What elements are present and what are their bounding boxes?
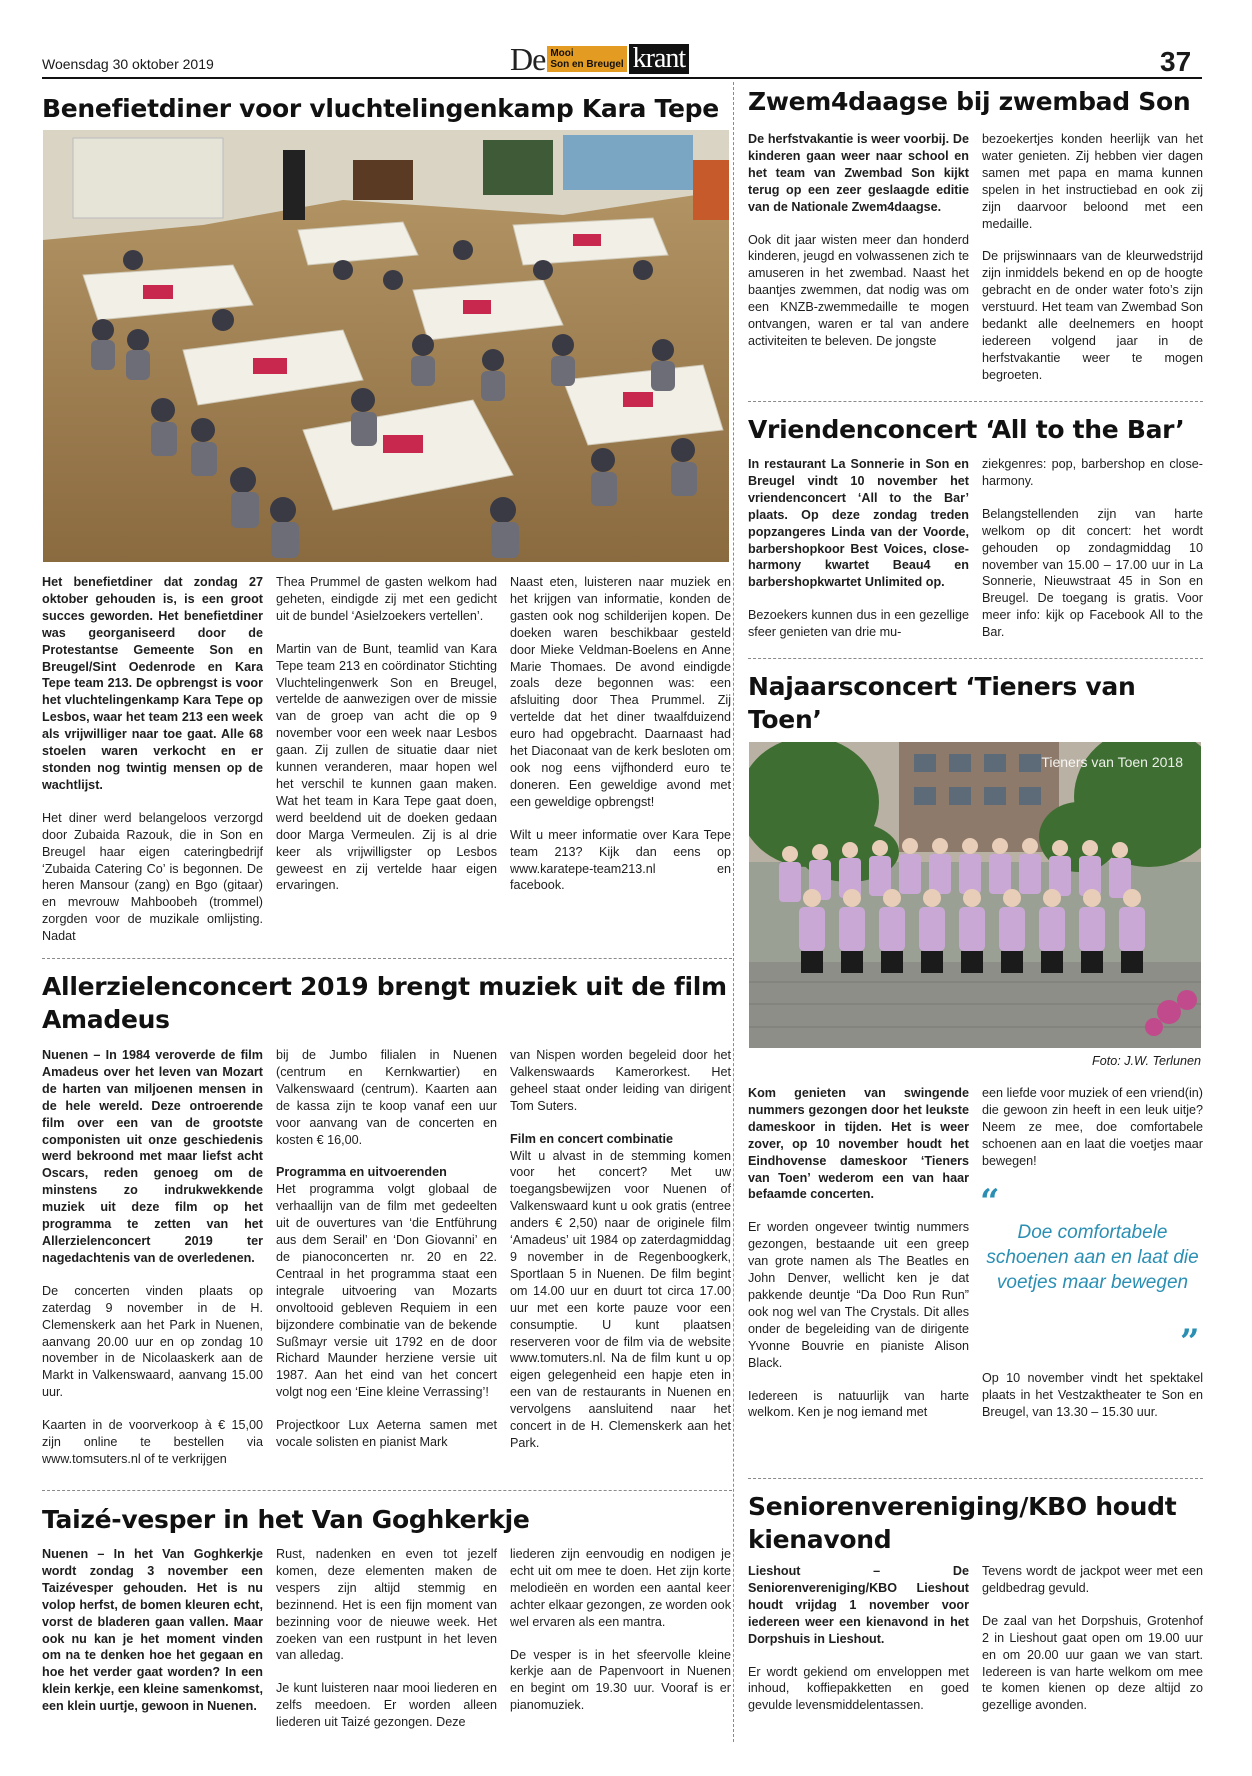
article-title-vrienden: Vriendenconcert ‘All to the Bar’ [748,415,1185,444]
najaar-column-2-end [982,1370,1203,1437]
photo-tieners-van-toen [749,742,1201,1048]
allerzielen-paragraph: bij de Jumbo filialen in Nuenen (centrum en Kernkwartier) en Valkenswaard (centrum). Kaarten aan de kassa zijn te koop vanaf een uur voor aanvang van de concerten en kosten € 16,00. [276,1048,497,1147]
vrienden-paragraph: Bezoekers kunnen dus in een gezellige sfeer genieten van drie mu- [748,608,969,640]
logo-de: De [510,41,546,77]
taize-column-2 [276,1546,497,1747]
najaar-column-1 [748,1085,969,1437]
open-quote-icon: “ [980,1182,1000,1222]
close-quote-icon: ” [1180,1322,1200,1362]
najaar-paragraph: een liefde voor muziek of een vriend(in) die gewoon zin heeft in een leuk uitje? Neem ze mee, doe comfortabele schoenen aan en laat die voetjes maar bewegen! [982,1086,1203,1168]
section-divider [42,1490,732,1491]
allerzielen-column-1 [42,1047,263,1484]
vrienden-paragraph: Belangstellenden zijn van harte welkom op dit concert: het wordt gehouden op zondagmiddag 10 november van 15.00 – 17.00 uur in La Sonnerie, Nieuwstraat 45 in Son en Breugel. De toegang is gratis. Voor meer info: kijk op Facebook All to the Bar. [982,506,1203,640]
zwem-paragraph: bezoekertjes konden heerlijk van het water genieten. Zij hebben vier dagen samen met papa en mama kunnen spelen in het instructiebad en ook zij zijn daarvoor beloond met een medaille. [982,132,1203,231]
najaar-paragraph: Op 10 november vindt het spektakel plaats in het Vestzaktheater te Son en Breugel, van 13.30 – 15.30 uur. [982,1371,1203,1419]
najaar-intro: Kom genieten van swingende nummers gezongen door het leukste dameskoor in tijden. Het is weer zover, op 10 november houdt het Eindhovense dameskoor ‘Tieners van Toen’ wederom een van haar befaamde concerten. [748,1086,969,1202]
logo-mooi-block [547,46,626,72]
photo-benefietdiner [43,130,729,562]
zwem-paragraph: Ook dit jaar wisten meer dan honderd kinderen, jeugd en volwassenen zich te amuseren in het zwembad. Naast het baantjes zwemmen, dat nodig was om een KNZB-zwemmedaille te mogen ontvangen, waren er tal van andere activiteiten te beleven. De jongste [748,232,969,348]
article-title-zwem: Zwem4daagse bij zwembad Son [748,87,1191,116]
taize-column-1 [42,1546,263,1731]
logo-krant: krant [629,44,690,74]
vrienden-column-1 [748,456,969,657]
benefiet-column-1 [42,574,263,961]
taize-paragraph: Je kunt luisteren naar mooi liederen en zelfs meedoen. Er worden alleen liederen uit Taizé gezongen. Deze [276,1681,497,1730]
vrienden-column-2 [982,456,1203,657]
najaar-column-2 [982,1085,1203,1186]
allerzielen-paragraph: van Nispen worden begeleid door het Valkenswaards Kamerorkest. Het geheel staat onder leiding van dirigent Tom Suters. [510,1048,731,1113]
benefiet-paragraph: Naast eten, luisteren naar muziek en het krijgen van informatie, konden de gasten ook nog schilderijen kopen. De doeken waren beschikbaar gesteld door Mieke Veldman-Boelens en Anne Marie Thomaes. De avond eindigde zoals deze begonnen was: een afsluiting door Thea Prummel. Zij vertelde dat het diner twaalfduizend euro had opgebracht. Daarnaast had het Diaconaat van de kerk besloten om ook nog eens vijfhonderd euro te doneren. Een geweldige avond met een geweldige opbrengst! [510,575,731,809]
allerzielen-intro: Nuenen – In 1984 veroverde de film Amadeus over het leven van Mozart de harten van miljoenen mensen in de hele wereld. Deze ontroerende film over een van de grootste componisten uit onze geschiedenis werd bekroond met maar liefst acht Oscars, reden genoeg om de minstens zo indrukwekkende muziek uit deze film op het programma te zetten van het Allerzielenconcert 2019 ter nagedachtenis van de overledenen. [42,1048,263,1265]
kbo-column-1 [748,1563,969,1730]
newspaper-logo [510,41,689,77]
benefiet-intro: Het benefietdiner dat zondag 27 oktober gehouden is, is een groot succes geworden. Het benefietdiner was georganiseerd door de Protestantse Gemeente Son en Breugel/Sint Oedenrode en Kara Tepe team 213. De opbrengst is voor het vluchtelingenkamp Kara Tepe op Lesbos, waar het team 213 een week als vrijwilliger naar toe gaat. Alle 68 stoelen waren verkocht en er stonden nog twintig mensen op de wachtlijst. [42,575,263,792]
header-rule [42,77,1202,79]
allerzielen-paragraph: Projectkoor Lux Aeterna samen met vocale solisten en pianist Mark [276,1418,497,1450]
zwem-column-2 [982,131,1203,400]
vrienden-intro: In restaurant La Sonnerie in Son en Breugel vindt 10 november het vriendenconcert ‘All to the Bar’ plaats. Op deze zondag treden popzangeres Linda van der Voorde, barbershopkoor Best Voices, close-harmony kwartet Beau4 en barbershopkwartet Unlimited op. [748,457,969,590]
taize-intro: Nuenen – In het Van Goghkerkje wordt zondag 3 november een Taizévesper gehouden. Het is nu volop herfst, de bomen kleuren echt, vorst de bladeren gaan vallen. Maar ook nu kan je het moment vinden om na te denken hoe het gegaan en hoe het verder gaat worden? In een klein kerkje, een kleine samenkomst, een klein uurtje, gewoon in Nuenen. [42,1547,263,1714]
taize-paragraph: liederen zijn eenvoudig en nodigen je echt uit om mee te doen. Het zijn korte melodieën en worden een aantal keer achter elkaar gezongen, ze worden ook wel ervaren als een mantra. [510,1547,731,1629]
zwem-column-1 [748,131,969,366]
najaar-paragraph: Er worden ongeveer twintig nummers gezongen, bestaande uit een greep van grote namen als The Beatles en John Denver, wellicht ken je dat pakkende deuntje “Da Doo Run Run” ook nog wel van The Crystals. Dit alles onder de begeleiding van de dirigente Yvonne Bouvrie en pianiste Alison Black. [748,1220,969,1370]
section-divider [748,1478,1203,1479]
column-divider [733,82,734,1742]
photo-overlay-caption: Tieners van Toen 2018 [1041,754,1183,770]
allerzielen-paragraph: Wilt u alvast in de stemming komen voor het concert? Met uw toegangsbewijzen voor Nuenen of Valkenswaard kunt u ook gratis (entree anders € 2,50) naar de originele film ‘Amadeus’ uit 1984 op zaterdagmiddag 9 november in de Regenboogkerk, Sportlaan 5 in Nuenen. De film begint om 14.00 uur en duurt tot circa 17.00 uur met een korte pauze voor een consumptie. U kunt plaatsen reserveren voor de film via de website www.tomuters.nl. Na de film kunt u op eigen gelegenheid een hapje eten in een van de restaurants in Nuenen en vervolgens aansluitend naar het concert in de H. Clemenskerk aan het Park. [510,1148,731,1450]
allerzielen-paragraph: Het programma volgt globaal de verhaallijn van de film met gedeelten uit de ouvertures van ‘die Entführung aus dem Serail’ en ‘Don Giovanni’ en de pianoconcerten nr. 20 en 22. Centraal in het programma staat een integrale uitvoering van Mozarts onvoltooid gebleven Requiem in een bijzondere combinatie van de bekende Sußmayr versie uit 1792 en de door Richard Maunder herziene versie uit 1987. Aan het eind van het concert volgt nog een ‘Eine kleine Verrassing’! [276,1182,497,1400]
najaar-paragraph: Iedereen is natuurlijk van harte welkom. Ken je nog iemand met [748,1388,969,1420]
choir-group-illustration [749,742,1201,1048]
allerzielen-subheading: Programma en uitvoerenden [276,1165,447,1180]
kbo-column-2 [982,1563,1203,1730]
allerzielen-subheading: Film en concert combinatie [510,1131,674,1146]
zwem-paragraph: De prijswinnaars van de kleurwedstrijd zijn inmiddels bekend en op de hoogte gebracht en de onder water foto’s zijn verstuurd. Het team van Zwembad Son bedankt alle deelnemers en hoopt iedereen volgend jaar in de herfstvakantie weer te mogen begroeten. [982,249,1203,382]
kbo-paragraph: De zaal van het Dorpshuis, Grotenhof 2 in Lieshout gaat open om 19.00 uur en om 20.00 uur gaan we van start. Iedereen is van harte welkom om mee te komen kienen op deze altijd zo gezellige avonden. [982,1613,1203,1713]
benefiet-paragraph: Wilt u meer informatie over Kara Tepe team 213? Kijk dan eens op www.karatepe-team213.nl en facebook. [510,827,731,893]
taize-paragraph: De vesper is in het sfeervolle kleine kerkje aan de Papenvoort in Nuenen en begint om 19.30 uur. Vooraf is er pianomuziek. [510,1647,731,1713]
benefiet-paragraph: Martin van de Bunt, teamlid van Kara Tepe team 213 en coördinator Stichting Vluchtelingenwerk Son en Breugel, vertelde de aanwezigen over de missie van de groep van acht die op 9 november voor een week naar Lesbos gaan. Zij zullen de situatie daar niet kunnen veranderen, maar hopen wel het verschil te kunnen gaan maken. Wat het team in Kara Tepe gaat doen, werd beeldend uit de doeken gedaan door Marga Vermeulen. Zij is al drie keer als vrijwilligster op Lesbos geweest en zij vertelde haar eigen ervaringen. [276,641,497,893]
taize-paragraph: Rust, nadenken en even tot jezelf komen, deze elementen maken de vespers zijn altijd stemmig en bezinnend. Het is een fijn moment van bezinning voor de nieuwe week. Het zoeken van een rustpunt in het leven van alledag. [276,1547,497,1663]
pull-quote: Doe comfortabele schoenen aan en laat die voetjes maar bewegen [986,1222,1199,1293]
kbo-intro: Lieshout – De Seniorenvereniging/KBO Lieshout houdt vrijdag 1 november voor iedereen weer een kienavond in het Dorpshuis in Lieshout. [748,1564,969,1646]
photo-credit: Foto: J.W. Terlunen [1092,1054,1201,1068]
section-divider [748,658,1203,659]
article-title-najaar: Najaarsconcert ‘Tieners van Toen’ [748,672,1136,734]
zwem-intro: De herfstvakantie is weer voorbij. De kinderen gaan weer naar school en het team van Zwembad Son kijkt terug op een zeer geslaagde editie van de Nationale Zwem4daagse. [748,132,969,214]
logo-son-en-breugel: Son en Breugel [550,59,624,70]
article-title-taize: Taizé-vesper in het Van Goghkerkje [42,1505,530,1534]
article-title-benefiet: Benefietdiner voor vluchtelingenkamp Kara Tepe [42,94,719,123]
benefiet-column-3 [510,574,731,910]
kbo-paragraph: Tevens wordt de jackpot weer met een geldbedrag gevuld. [982,1564,1203,1595]
dinner-hall-illustration [43,130,729,562]
page-number: 37 [1160,46,1192,77]
logo-mooi: Mooi [550,48,574,59]
article-title-kbo: Seniorenvereniging/KBO houdt kienavond [748,1492,1177,1554]
section-divider [42,958,732,959]
benefiet-paragraph: Het diner werd belangeloos verzorgd door Zubaida Razouk, die in Son en Breugel haar eigen cateringbedrijf ‘Zubaida Catering Co’ is begonnen. De heren Mansour (zang) en Bgo (gitaar) en mevrouw Mahboobeh (trommel) zorgden voor de muzikale omlijsting. Nadat [42,810,263,944]
allerzielen-paragraph: De concerten vinden plaats op zaterdag 9 november in de H. Clemenskerk aan het Park in Nuenen, aanvang 20.00 uur en op zondag 10 november in de Nicolaaskerk aan de Markt in Valkenswaard, aanvang 15.00 uur. [42,1283,263,1400]
section-divider [748,401,1203,402]
benefiet-paragraph: Thea Prummel de gasten welkom had geheten, eindigde zij met een gedicht uit de bundel ‘Asielzoekers vertellen’. [276,575,497,623]
taize-column-3 [510,1546,731,1730]
vrienden-paragraph: ziekgenres: pop, barbershop en close-harmony. [982,457,1203,488]
kbo-paragraph: Er wordt gekiend om enveloppen met inhoud, koffiepakketten en goed gevulde levensmiddelentassen. [748,1664,969,1713]
allerzielen-column-3 [510,1047,731,1468]
benefiet-column-2 [276,574,497,910]
allerzielen-column-2 [276,1047,497,1467]
allerzielen-paragraph: Kaarten in de voorverkoop à € 15,00 zijn online te bestellen via www.tomsuters.nl of te verkrijgen [42,1418,263,1466]
issue-date: Woensdag 30 oktober 2019 [42,56,214,72]
article-title-allerzielen: Allerzielenconcert 2019 brengt muziek uit de film Amadeus [42,972,727,1034]
